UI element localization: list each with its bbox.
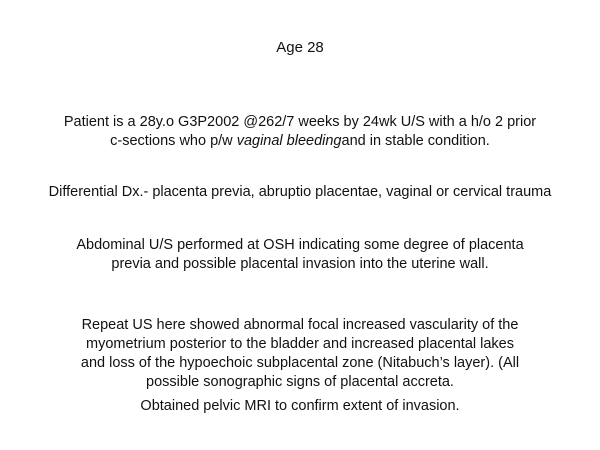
repeat-ultrasound-line-4: possible sonographic signs of placental accreta.	[146, 374, 454, 390]
slide-title	[0, 38, 600, 57]
patient-summary-line-2-end: and in stable condition.	[341, 133, 490, 149]
abdominal-ultrasound-finding	[0, 236, 600, 274]
vaginal-bleeding-emphasis: vaginal bleeding	[236, 133, 342, 149]
slide-title-text: Age 28	[276, 39, 324, 56]
patient-summary	[0, 113, 600, 151]
differential-diagnosis	[0, 183, 600, 202]
mri-plan-text: Obtained pelvic MRI to confirm extent of invasion.	[140, 398, 460, 414]
repeat-ultrasound-line-1: Repeat US here showed abnormal focal increased vascularity of the	[81, 317, 519, 333]
repeat-ultrasound-line-2: myometrium posterior to the bladder and increased placental lakes	[86, 336, 514, 352]
repeat-ultrasound-finding	[0, 316, 600, 392]
abdominal-ultrasound-line-2: previa and possible placental invasion into the uterine wall.	[111, 256, 489, 272]
mri-plan	[0, 397, 600, 416]
differential-diagnosis-text: Differential Dx.- placenta previa, abruptio placentae, vaginal or cervical trauma	[48, 184, 552, 200]
patient-summary-line-1: Patient is a 28y.o G3P2002 @262/7 weeks by 24wk U/S with a h/o 2 prior	[63, 114, 537, 130]
patient-summary-line-2-start: c-sections who p/w	[110, 133, 237, 149]
abdominal-ultrasound-line-1: Abdominal U/S performed at OSH indicating some degree of placenta	[76, 237, 524, 253]
patient-summary-line-2	[0, 132, 600, 151]
repeat-ultrasound-line-3: and loss of the hypoechoic subplacental zone (Nitabuch’s layer). (All	[80, 355, 520, 371]
